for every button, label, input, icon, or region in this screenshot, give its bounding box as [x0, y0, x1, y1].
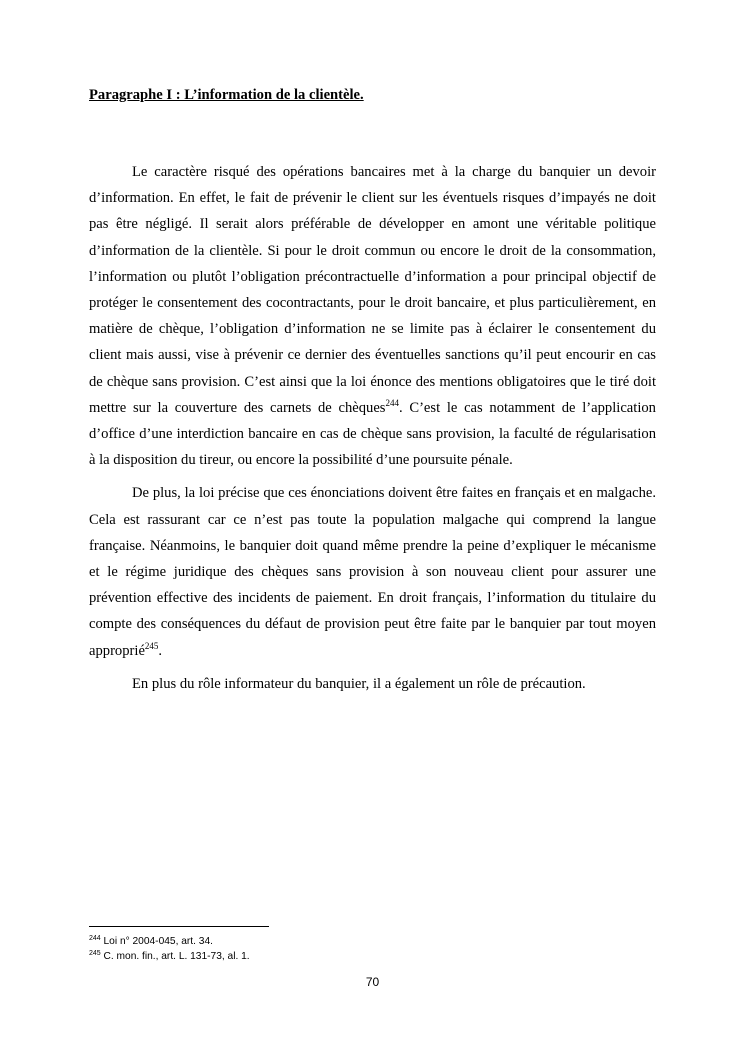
paragraph-text: Le caractère risqué des opérations bancaires met à la charge du banquier un devoir d’information. En effet, le fait de prévenir le client sur les éventuels risques d’impayés ne doit pas être négligé. Il serait alors préférable de développer en amont une véritable politique d’information de la clientèle. Si pour le droit commun ou encore le droit de la consommation, l’information ou plutôt l’obligation précontractuelle d’information a pour principal objectif de protéger le consentement des cocontractants, pour le droit bancaire, et plus particulièrement, en matière de chèque, l’obligation d’information ne se limite pas à éclairer le consentement du client mais aussi, vise à prévenir ce dernier des éventuelles sanctions qu’il peut encourir en cas de chèque sans provision. C’est ainsi que la loi énonce des mentions obligatoires que le tiré doit mettre sur la couverture des carnets de chèques [89, 164, 656, 416]
footnote-text: C. mon. fin., art. L. 131-73, al. 1. [100, 951, 250, 962]
body-text [89, 159, 656, 704]
paragraph-2 [89, 480, 656, 663]
footnote-separator [89, 926, 269, 927]
section-heading: Paragraphe I : L’information de la clientèle. [89, 87, 364, 103]
footnote-ref-245[interactable]: 245 [144, 640, 159, 651]
paragraph-text: De plus, la loi précise que ces énonciations doivent être faites en français et en malgache. Cela est rassurant car ce n’est pas toute la population malgache qui comprend la langue française. Néanmoins, le banquier doit quand même prendre la peine d’expliquer le mécanisme et le régime juridique des chèques sans provision à son nouveau client pour assurer une prévention effective des incidents de paiement. En droit français, l’information du titulaire du compte des conséquences du défaut de provision peut être faite par le banquier par tout moyen approprié [89, 485, 656, 659]
paragraph-3: En plus du rôle informateur du banquier, il a également un rôle de précaution. [132, 675, 586, 692]
footnote-245 [89, 949, 250, 964]
page-number: 70 [365, 975, 380, 989]
paragraph-text: . C’est le cas notamment de l’application d’office d’une interdiction bancaire en cas de chèque sans provision, la faculté de régularisation à la disposition du tireur, ou encore la possibilité d’une poursuite pénale. [89, 399, 656, 469]
footnote-number: 245 [89, 950, 101, 957]
footnote-ref-244[interactable]: 244 [385, 397, 399, 408]
footnote-text: Loi n° 2004-045, art. 34. [100, 936, 213, 947]
paragraph-1 [89, 159, 656, 473]
paragraph-text: . [158, 642, 163, 659]
footnote-number: 244 [89, 935, 101, 942]
footnotes [89, 934, 250, 964]
footnote-244 [89, 934, 250, 949]
